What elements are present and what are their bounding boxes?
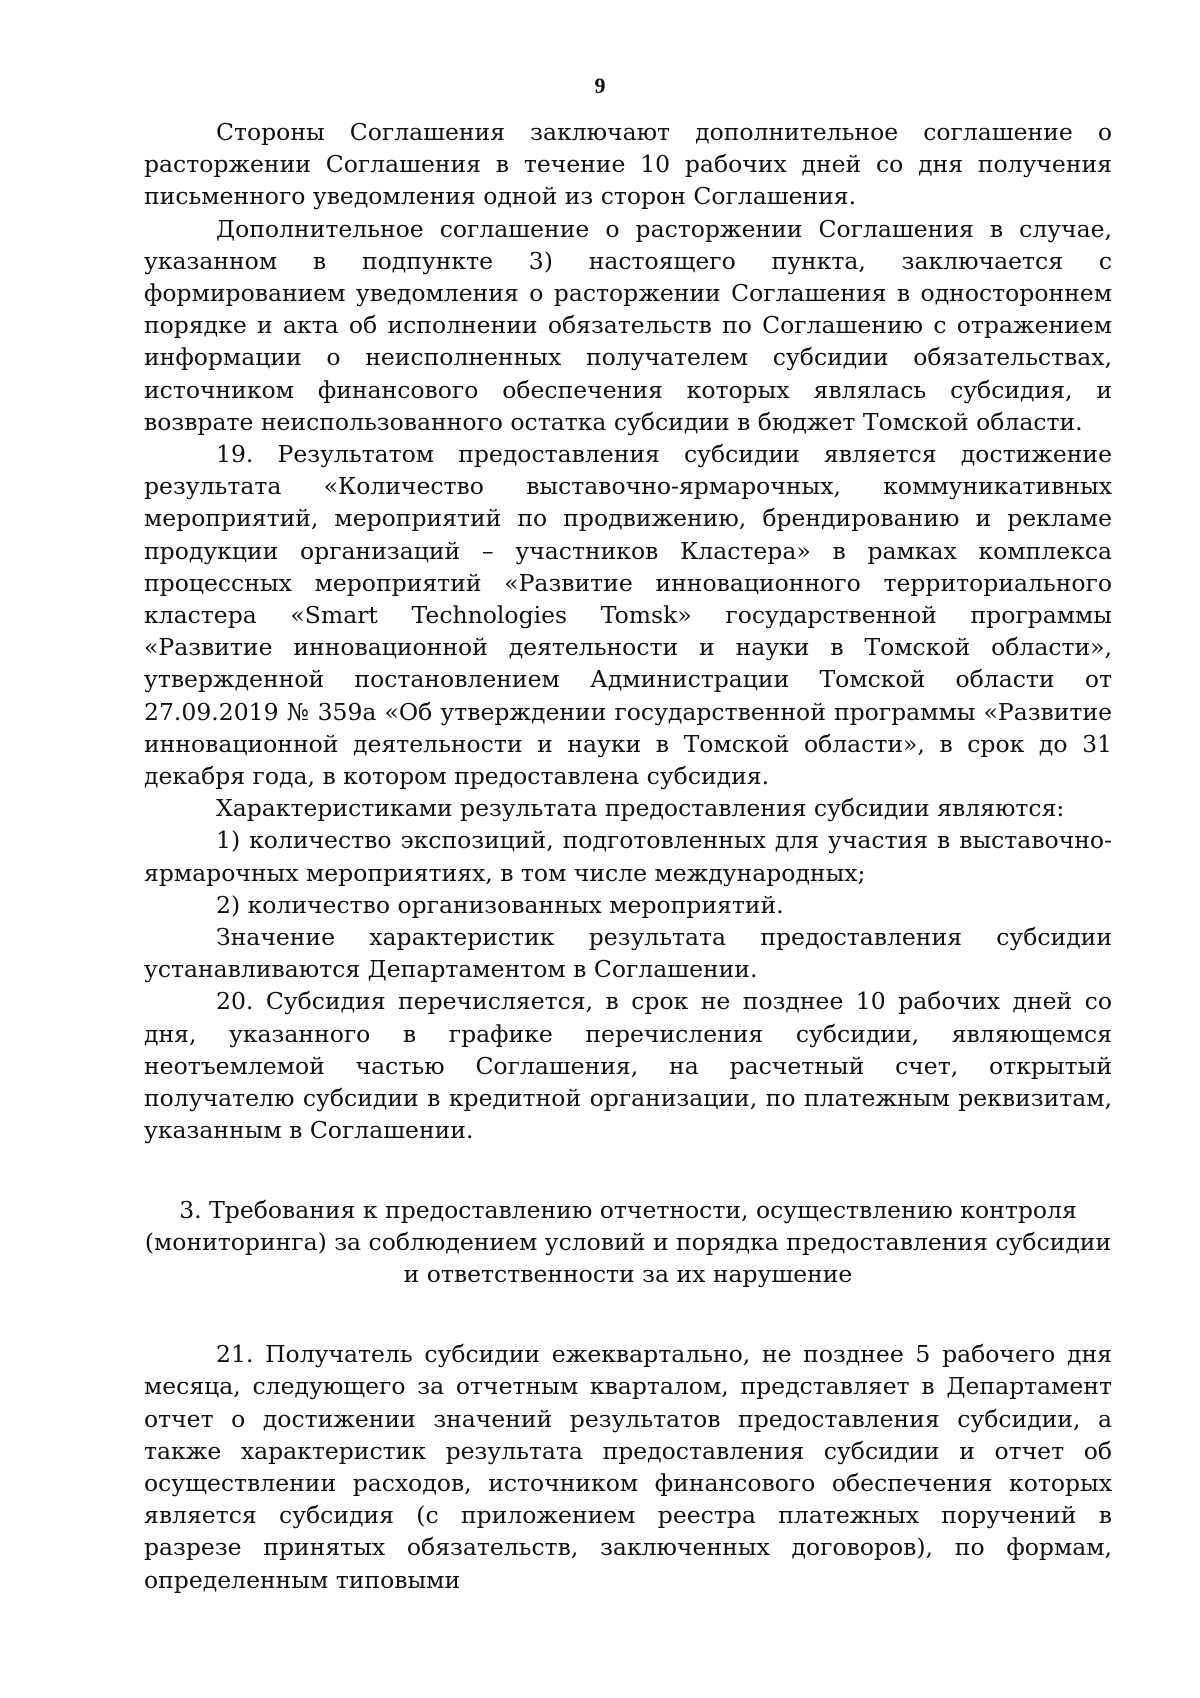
list-item-2-events: 2) количество организованных мероприятий. <box>216 890 784 919</box>
paragraph-additional-agreement: Дополнительное соглашение о расторжении Соглашения в случае, указанном в подпункте 3) настоящего пункта, заключается с формированием уведомления о расторжении Соглашения в одностороннем порядке и акта об исполнении обязательств по Соглашению с отражением информации о неисполненных получателем субсидии обязательствах, источником финансового обеспечения которых являлась субсидия, и возврате неиспользованного остатка субсидии в бюджет Томской области. <box>144 214 1112 436</box>
page-number: 9 <box>594 73 606 98</box>
document-body <box>144 116 1112 1596</box>
paragraph-termination-agreement: Стороны Соглашения заключают дополнительное соглашение о расторжении Соглашения в течение 10 рабочих дней со дня получения письменного уведомления одной из сторон Соглашения. <box>144 118 1112 211</box>
paragraph-characteristics-values: Значение характеристик результата предоставления субсидии устанавливаются Департаментом в Соглашении. <box>144 923 1112 984</box>
section-heading-3: 3. Требования к предоставлению отчетности, осуществлению контроля (мониторинга) за соблюдением условий и порядка предоставления субсидии и ответственности за их нарушение <box>144 1195 1112 1288</box>
paragraph-21-reporting: 21. Получатель субсидии ежеквартально, не позднее 5 рабочего дня месяца, следующего за отчетным кварталом, представляет в Департамент отчет о достижении значений результатов предоставления субсидии, а также характеристик результата предоставления субсидии и отчет об осуществлении расходов, источником финансового обеспечения которых является субсидия (с приложением реестра платежных поручений в разрезе принятых обязательств, заключенных договоров), по формам, определенным типовыми <box>144 1340 1112 1594</box>
paragraph-result-characteristics: Характеристиками результата предоставления субсидии являются: <box>216 794 1065 823</box>
paragraph-19-result: 19. Результатом предоставления субсидии является достижение результата «Количество выставочно-ярмарочных, коммуникативных мероприятий, мероприятий по продвижению, брендированию и рекламе продукции организаций – участников Кластера» в рамках комплекса процессных мероприятий «Развитие инновационного территориального кластера «Smart Technologies Tomsk» государственной программы «Развитие инновационной деятельности и науки в Томской области», утвержденной постановлением Администрации Томской области от 27.09.2019 № 359а «Об утверждении государственной программы «Развитие инновационной деятельности и науки в Томской области», в срок до 31 декабря года, в котором предоставлена субсидия. <box>144 440 1112 791</box>
paragraph-20-transfer: 20. Субсидия перечисляется, в срок не позднее 10 рабочих дней со дня, указанного в графике перечисления субсидии, являющемся неотъемлемой частью Соглашения, на расчетный счет, открытый получателю субсидии в кредитной организации, по платежным реквизитам, указанным в Соглашении. <box>144 987 1112 1145</box>
list-item-1-expositions: 1) количество экспозиций, подготовленных для участия в выставочно-ярмарочных мероприятиях, в том числе международных; <box>144 826 1112 887</box>
